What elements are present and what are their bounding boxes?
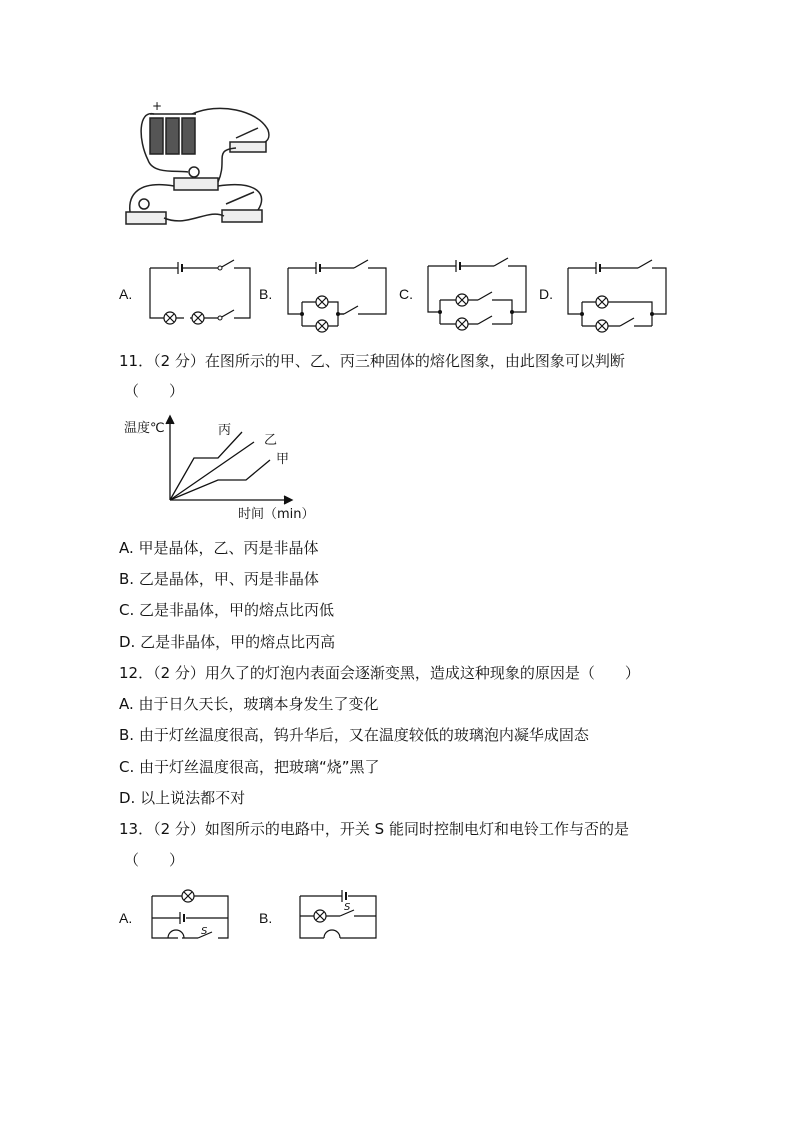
q10-option-b-label[interactable]: B. — [259, 286, 273, 302]
q12-stem: 12．（2 分）用久了的灯泡内表面会逐渐变黑，造成这种现象的原因是（ ） — [119, 664, 640, 682]
q10-option-c-label[interactable]: C. — [399, 286, 413, 302]
graph-xlabel: 时间（min） — [238, 507, 315, 522]
graph-label-bing: 丙 — [218, 423, 232, 438]
q12-option-c[interactable]: C. 由于灯丝温度很高，把玻璃“烧”黑了 — [119, 758, 380, 776]
apparatus-figure — [118, 100, 278, 235]
q10-circuit-c — [428, 260, 528, 332]
q11-option-c[interactable]: C. 乙是非晶体，甲的熔点比丙低 — [119, 601, 335, 619]
q11-answer-blank: （ ） — [124, 382, 185, 400]
q11-option-d[interactable]: D. 乙是非晶体，甲的熔点比丙高 — [119, 633, 336, 651]
q13-a-switch-label: S — [201, 926, 208, 937]
q12-option-d[interactable]: D. 以上说法都不对 — [119, 789, 246, 807]
q13-circuit-b — [296, 884, 380, 942]
q12-option-b[interactable]: B. 由于灯丝温度很高，钨升华后，又在温度较低的玻璃泡内凝华成固态 — [119, 726, 589, 744]
q13-circuit-a — [148, 884, 232, 942]
q13-answer-blank: （ ） — [124, 851, 185, 869]
curve-bing — [170, 432, 242, 500]
q10-circuit-d — [568, 262, 668, 334]
graph-label-jia: 甲 — [276, 452, 290, 467]
q11-option-b[interactable]: B. 乙是晶体，甲、丙是非晶体 — [119, 570, 319, 588]
q10-option-a-label[interactable]: A. — [119, 286, 133, 302]
battery-plus-label: + — [152, 99, 163, 113]
q11-stem: 11．（2 分）在图所示的甲、乙、丙三种固体的熔化图象，由此图象可以判断 — [119, 352, 625, 370]
q13-stem: 13．（2 分）如图所示的电路中，开关 S 能同时控制电灯和电铃工作与否的是 — [119, 820, 629, 838]
curve-yi — [170, 442, 254, 500]
q13-option-a-label[interactable]: A. — [119, 910, 133, 926]
graph-ylabel: 温度℃ — [124, 421, 165, 436]
q10-option-d-label[interactable]: D. — [539, 286, 553, 302]
q11-option-a[interactable]: A. 甲是晶体，乙、丙是非晶体 — [119, 539, 319, 557]
melting-graph — [122, 412, 322, 524]
q10-circuit-b — [288, 262, 388, 334]
graph-label-yi: 乙 — [264, 433, 278, 448]
q12-option-a[interactable]: A. 由于日久天长，玻璃本身发生了变化 — [119, 695, 379, 713]
q10-circuit-a — [150, 262, 250, 324]
q13-b-switch-label: S — [344, 902, 351, 913]
q13-option-b-label[interactable]: B. — [259, 910, 273, 926]
